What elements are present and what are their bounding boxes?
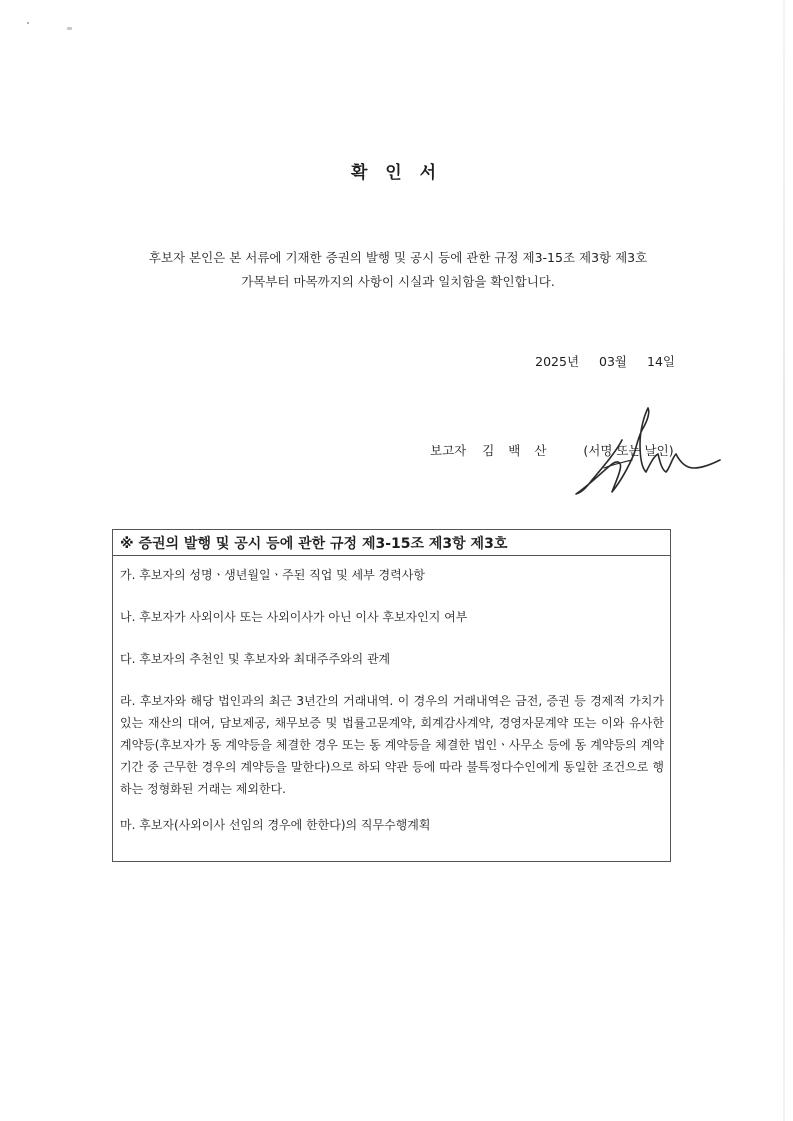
reporter-name: 김 백 산 xyxy=(482,443,552,458)
date-day: 14일 xyxy=(647,354,675,369)
scan-speck xyxy=(27,22,29,24)
date-year: 2025년 xyxy=(535,354,580,369)
regulation-box-header: ※ 증권의 발행 및 공시 등에 관한 규정 제3-15조 제3항 제3호 xyxy=(113,530,670,556)
scan-speck xyxy=(67,27,72,30)
regulation-box xyxy=(112,529,671,862)
regulation-items xyxy=(113,556,670,836)
list-item-da: 다. 후보자의 추천인 및 후보자와 최대주주와의 관계 xyxy=(120,652,391,666)
list-item-ra: 라. 후보자와 해당 법인과의 최근 3년간의 거래내역. 이 경우의 거래내역은 금전, 증권 등 경제적 가치가 있는 재산의 대여, 담보제공, 채무보증 및 법률고문계약, 회계감사계약, 경영자문계약 또는 이와 유사한 계약등(후보자가 동 계약등을 체결한 경우 또는 동 계약등을 체결한 법인ㆍ사무소 등에 동 계약등의 계약기간 중 근무한 경우의 계약등을 말한다)으로 하되 약관 등에 따라 불특정다수인에게 동일한 조건으로 행하는 정형화된 거래는 제외한다. xyxy=(120,694,664,796)
date-month: 03월 xyxy=(599,354,628,369)
list-item-ga: 가. 후보자의 성명ㆍ생년월일ㆍ주된 직업 및 세부 경력사항 xyxy=(120,568,425,582)
reporter-label: 보고자 xyxy=(430,443,467,458)
handwritten-signature xyxy=(562,402,722,498)
document-date xyxy=(535,352,675,370)
statement-line-1: 후보자 본인은 본 서류에 기재한 증권의 발행 및 공시 등에 관한 규정 제3-15조 제3항 제3호 xyxy=(148,250,648,265)
document-title: 확 인 서 xyxy=(350,163,443,183)
list-item-na: 나. 후보자가 사외이사 또는 사외이사가 아닌 이사 후보자인지 여부 xyxy=(120,610,468,624)
confirmation-statement xyxy=(108,246,688,294)
list-item-ma: 마. 후보자(사외이사 선임의 경우에 한한다)의 직무수행계획 xyxy=(120,818,431,832)
sign-note: (서명 또는 날인) xyxy=(583,443,674,458)
statement-line-2: 가목부터 마목까지의 사항이 시실과 일치함을 확인합니다. xyxy=(241,274,555,289)
